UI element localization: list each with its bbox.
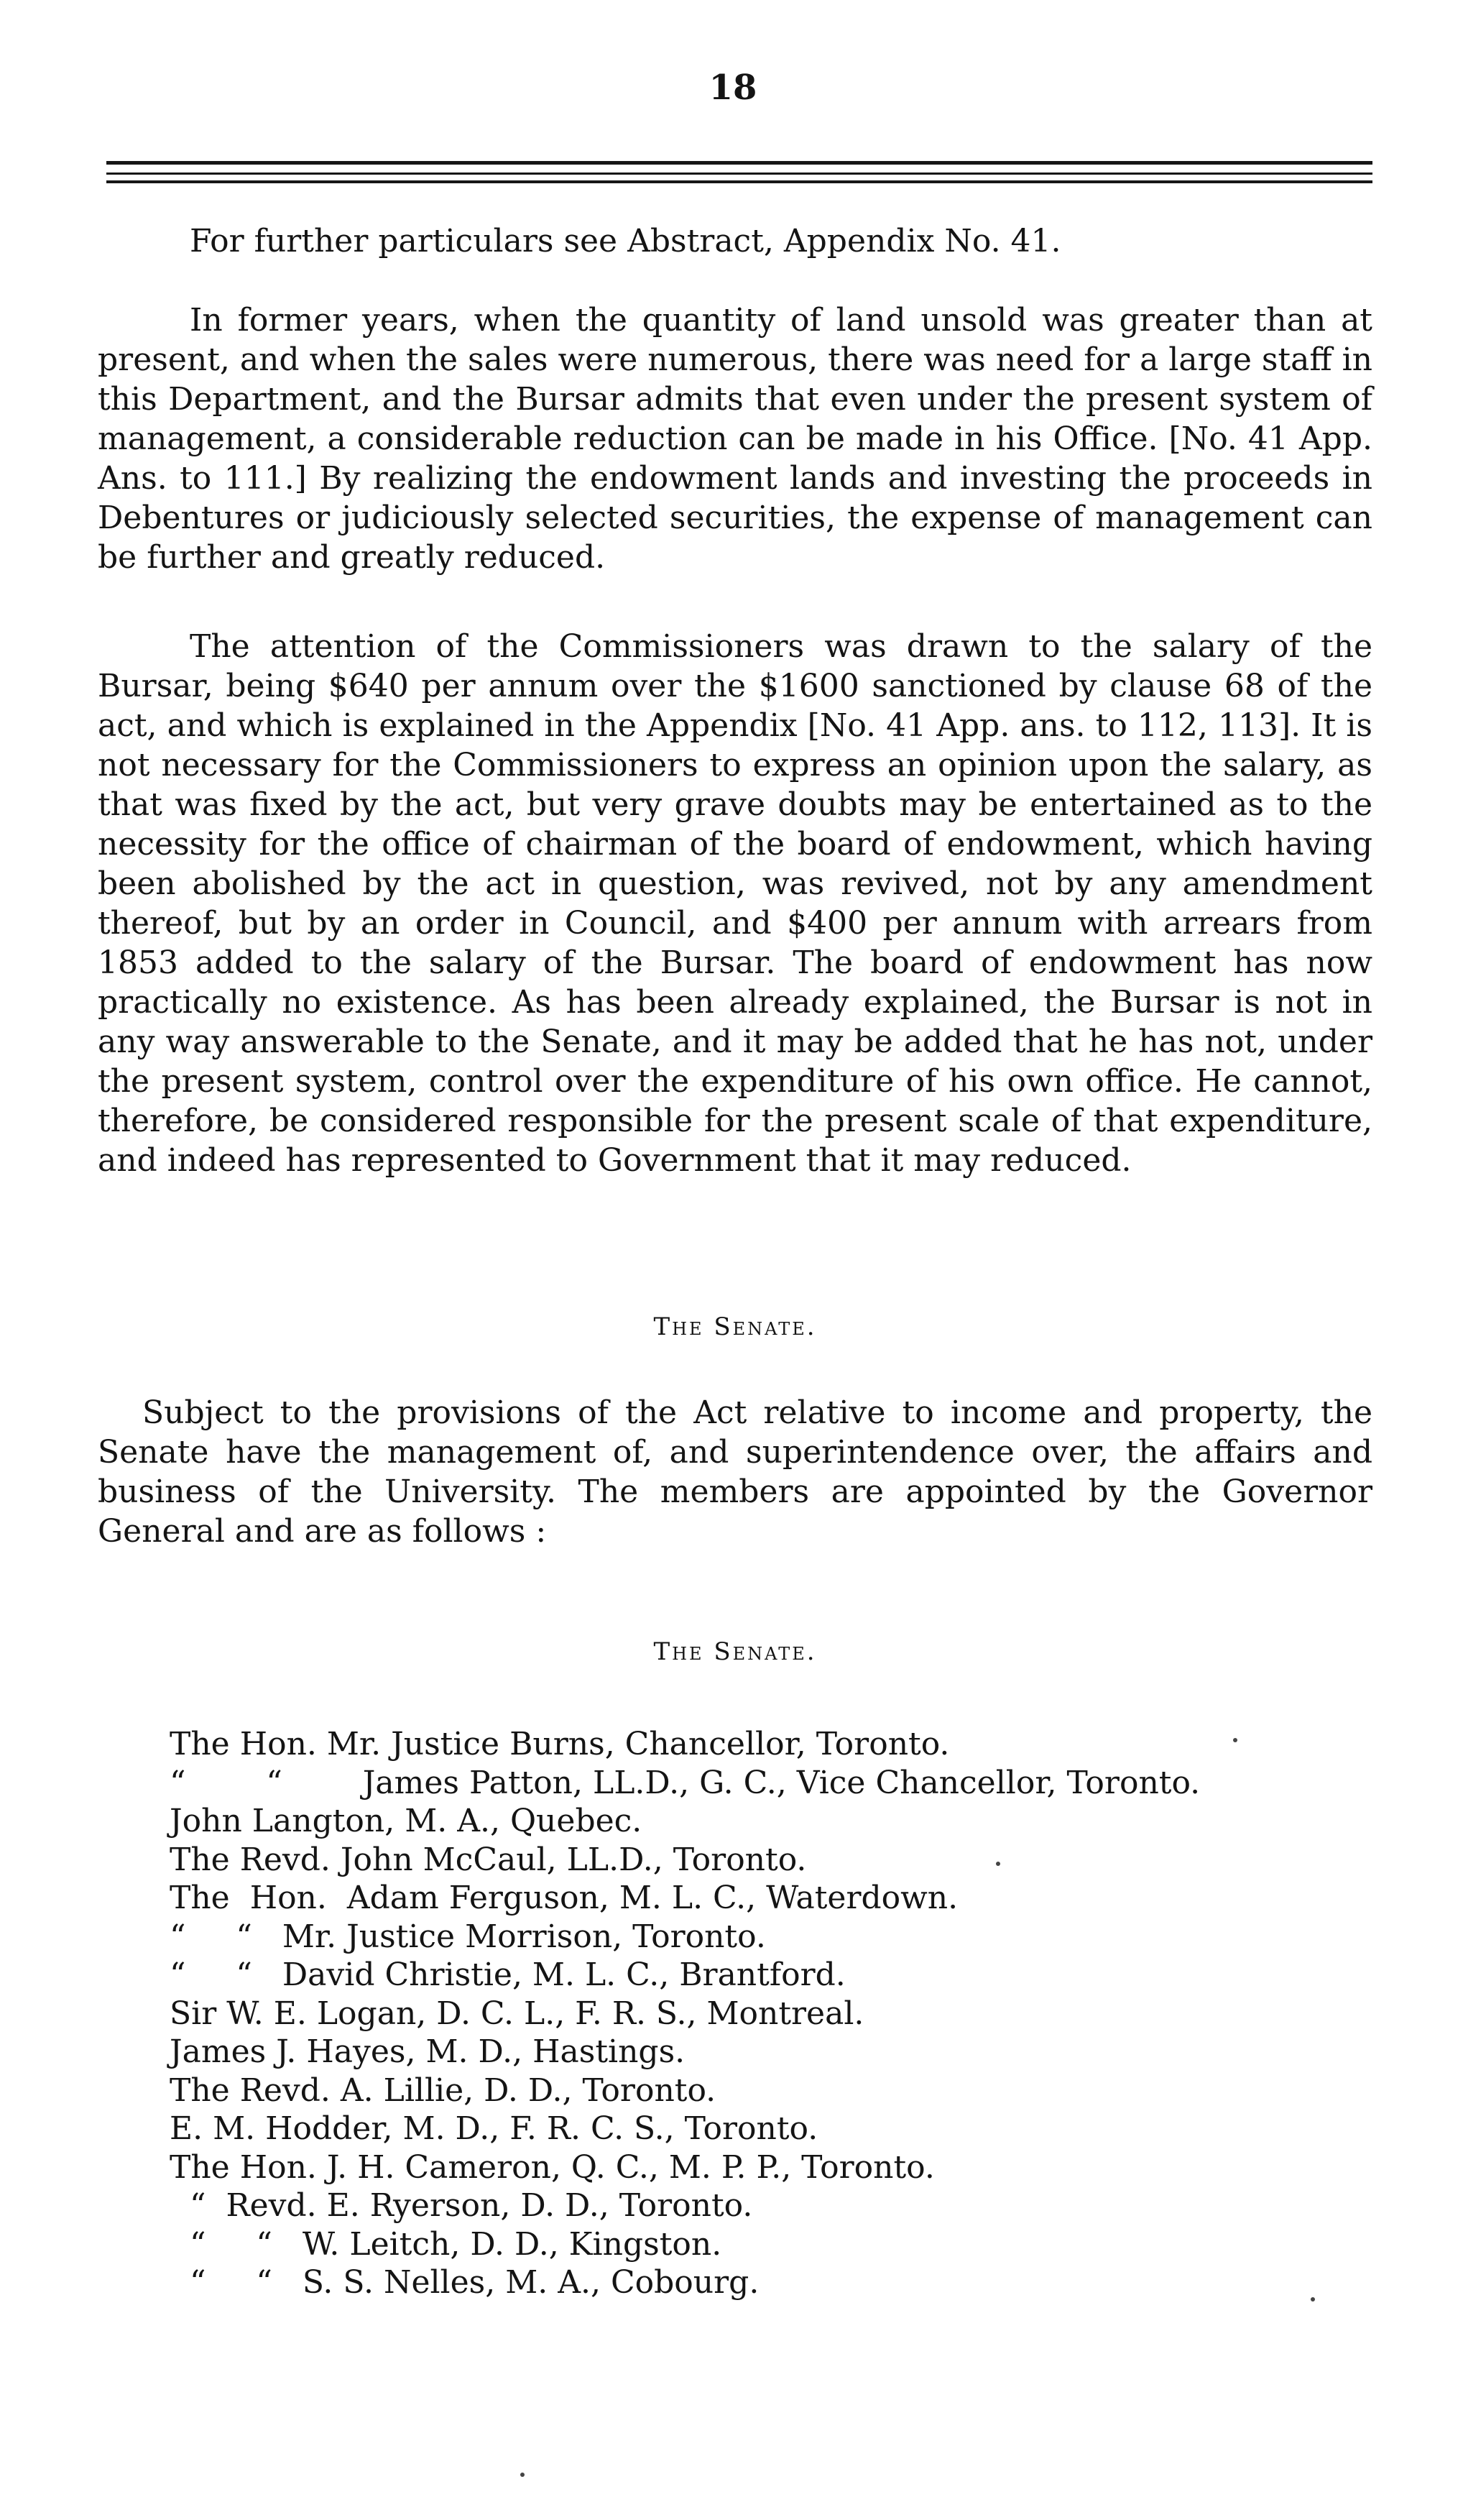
print-speck [520,2473,525,2477]
senate-member: “ “ David Christie, M. L. C., Brantford. [170,1956,846,1993]
senate-member: “ “ James Patton, LL.D., G. C., Vice Chancellor, Toronto. [170,1764,1201,1801]
paragraph-staff-reduction: In former years, when the quantity of land unsold was greater than at present, and when the sales were numerous, there was need for a large staff in this Department, and the Bursar admits that even under the present system of management, a considerable reduction can be made in his Office. [No. 41 App. Ans. to 111.] By realizing the endowment lands and investing the proceeds in Debentures or judiciously selected securities, the expense of management can be further and greatly reduced. [98,302,1372,576]
senate-member: “ “ S. S. Nelles, M. A., Cobourg. [170,2264,760,2301]
print-speck [1233,1738,1237,1742]
list-heading-senate: The Senate. [653,1637,817,1666]
header-rule-bottom [106,180,1372,183]
senate-member: Sir W. E. Logan, D. C. L., F. R. S., Montreal. [170,1995,864,2032]
senate-member: The Revd. John McCaul, LL.D., Toronto. [170,1841,807,1878]
paragraph-senate-management: Subject to the provisions of the Act relative to income and property, the Senate have the management of, and superintendence over, the affairs and business of the University. The members are appointed by the Governor General and are as follows : [98,1394,1372,1550]
senate-member: The Revd. A. Lillie, D. D., Toronto. [170,2071,716,2109]
senate-member: James J. Hayes, M. D., Hastings. [170,2033,686,2070]
senate-member: The Hon. Adam Ferguson, M. L. C., Waterdown. [170,1880,959,1916]
paragraph-further-particulars: For further particulars see Abstract, Appendix No. 41. [190,223,1061,259]
senate-member: “ “ W. Leitch, D. D., Kingston. [170,2225,722,2263]
senate-member: “ Revd. E. Ryerson, D. D., Toronto. [170,2187,753,2224]
paragraph-bursar-salary: The attention of the Commissioners was drawn to the salary of the Bursar, being $640 per annum over the $1600 sanctioned by clause 68 of the act, and which is explained in the Appendix [No. 41 App. ans. to 112, 113]. It is not necessary for the Commissioners to express an opinion upon the salary, as that was fixed by the act, but very grave doubts may be entertained as to the necessity for the office of chairman of the board of endowment, which having been abolished by the act in question, was revived, not by any amendment thereof, but by an order in Council, and $400 per annum with arrears from 1853 added to the salary of the Bursar. The board of endowment has now practically no existence. As has been already explained, the Bursar is not in any way answerable to the Senate, and it may be added that he has not, under the present system, control over the expenditure of his own office. He cannot, therefore, be considered responsible for the present scale of that expenditure, and indeed has represented to Government that it may reduced. [98,628,1372,1179]
senate-member: The Hon. Mr. Justice Burns, Chancellor, Toronto. [170,1726,950,1762]
senate-member: “ “ Mr. Justice Morrison, Toronto. [170,1918,766,1955]
senate-member: E. M. Hodder, M. D., F. R. C. S., Toronto. [170,2110,818,2147]
senate-member: The Hon. J. H. Cameron, Q. C., M. P. P., Toronto. [170,2148,935,2186]
print-speck [996,1862,1000,1866]
header-rule-top [106,161,1372,165]
senate-members-list [170,1725,1377,2302]
section-heading-senate: The Senate. [653,1312,817,1341]
print-speck [1311,2297,1315,2301]
senate-member: John Langton, M. A., Quebec. [170,1803,642,1839]
page-number: 18 [709,68,757,108]
header-rule-middle [106,173,1372,175]
